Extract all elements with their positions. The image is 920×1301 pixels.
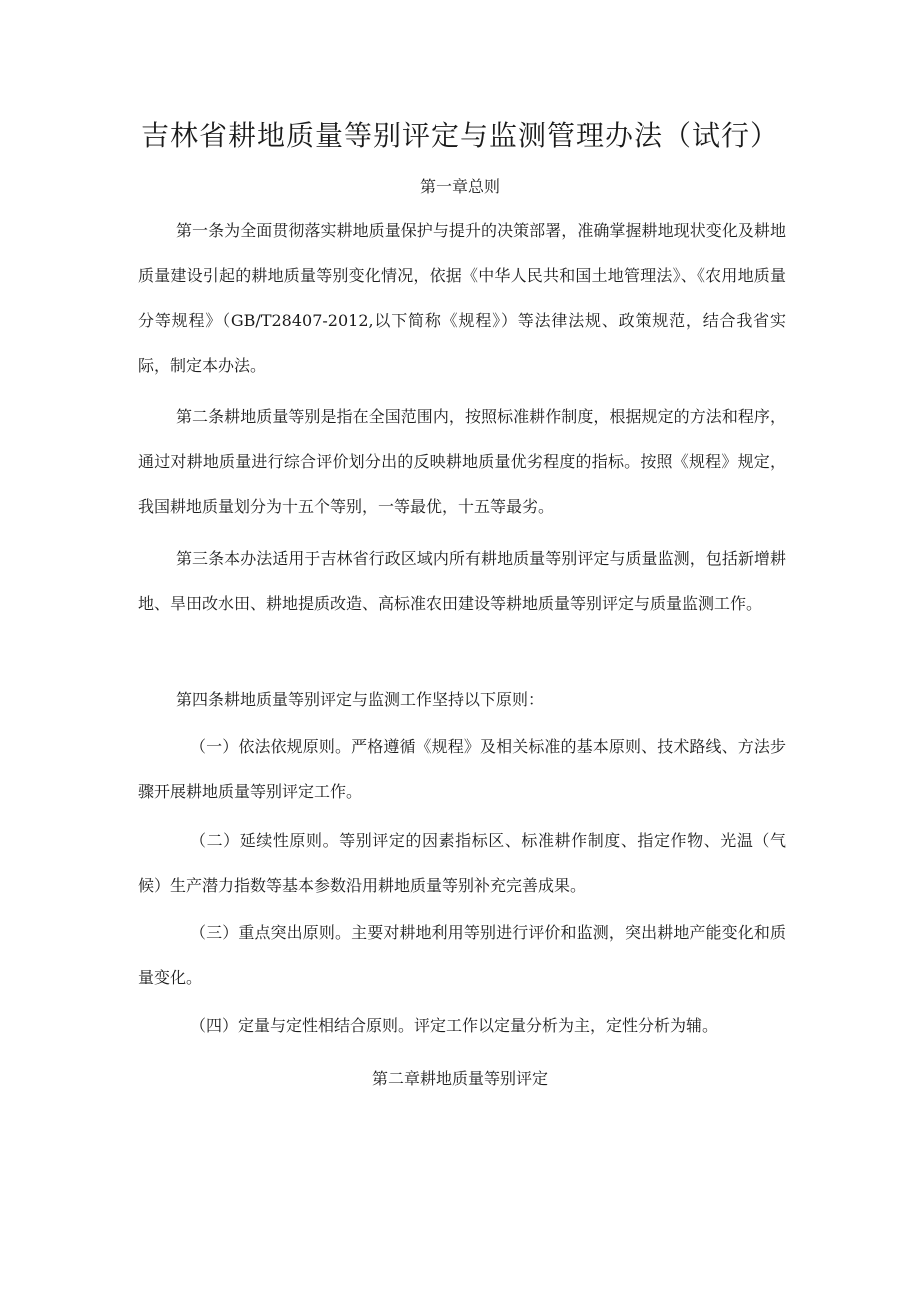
document-title: 吉林省耕地质量等别评定与监测管理办法（试行） — [140, 119, 779, 152]
principle-3: （三）重点突出原则。主要对耕地利用等别进行评价和监测，突出耕地产能变化和质量变化。 — [138, 923, 786, 987]
article-4: 第四条耕地质量等别评定与监测工作坚持以下原则： — [176, 690, 545, 709]
principle-2: （二）延续性原则。等别评定的因素指标区、标准耕作制度、指定作物、光温（气候）生产潜力指数等基本参数沿用耕地质量等别补充完善成果。 — [138, 831, 786, 895]
article-1: 第一条为全面贯彻落实耕地质量保护与提升的决策部署，准确掌握耕地现状变化及耕地质量建设引起的耕地质量等别变化情况，依据《中华人民共和国土地管理法》、《农用地质量分等规程》（GB/T28407-2012,以下简称《规程》）等法律法规、政策规范，结合我省实际，制定本办法。 — [138, 221, 786, 375]
chapter-heading-1: 第一章总则 — [419, 177, 500, 196]
chapter-heading-2: 第二章耕地质量等别评定 — [371, 1069, 548, 1088]
principle-1: （一）依法依规原则。严格遵循《规程》及相关标准的基本原则、技术路线、方法步骤开展耕地质量等别评定工作。 — [138, 737, 786, 801]
principle-4: （四）定量与定性相结合原则。评定工作以定量分析为主，定性分析为辅。 — [190, 1016, 719, 1035]
article-2: 第二条耕地质量等别是指在全国范围内，按照标准耕作制度，根据规定的方法和程序，通过对耕地质量进行综合评价划分出的反映耕地质量优劣程度的指标。按照《规程》规定，我国耕地质量划分为十五个等别，一等最优，十五等最劣。 — [138, 407, 786, 516]
article-3: 第三条本办法适用于吉林省行政区域内所有耕地质量等别评定与质量监测，包括新增耕地、旱田改水田、耕地提质改造、高标准农田建设等耕地质量等别评定与质量监测工作。 — [138, 549, 786, 613]
